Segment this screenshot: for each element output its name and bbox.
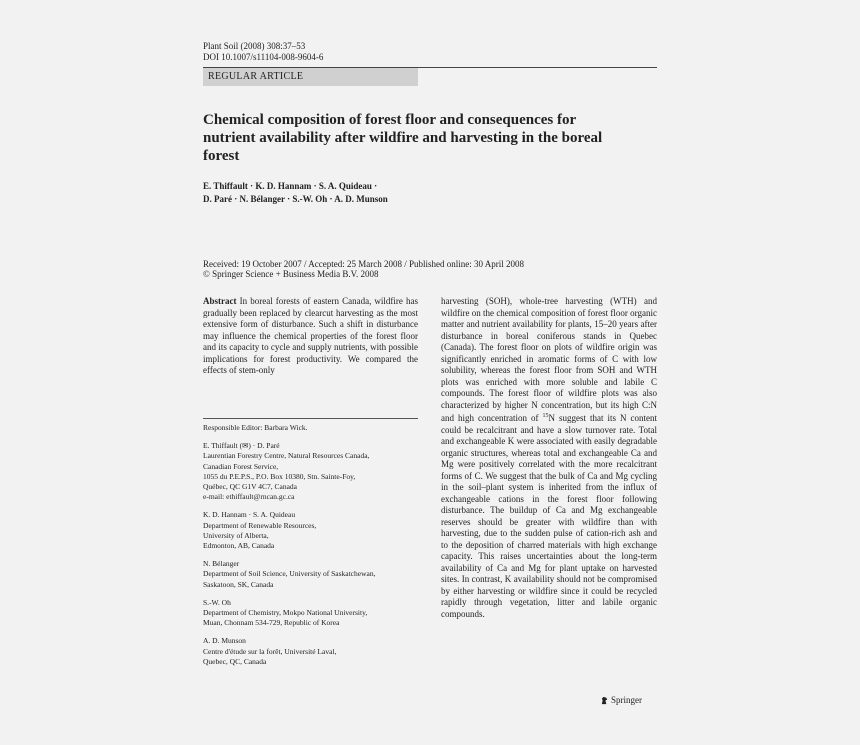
abstract-left-column	[203, 296, 418, 377]
date-history: Received: 19 October 2007 / Accepted: 25 March 2008 / Published online: 30 April 2008	[203, 259, 524, 269]
affiliation-line: Canadian Forest Service,	[203, 461, 279, 471]
affiliation-line: e-mail: ethiffault@rncan.gc.ca	[203, 492, 295, 502]
affiliation-entry	[203, 636, 418, 667]
abstract-right-column	[441, 296, 657, 620]
author-line-1: E. Thiffault · K. D. Hannam · S. A. Quideau ·	[203, 181, 378, 191]
article-title: Chemical composition of forest floor and consequences for nutrient availability after wildfire and harvesting in the boreal forest	[203, 112, 603, 164]
isotope-superscript: 15	[542, 413, 549, 419]
author-line-2: D. Paré · N. Bélanger · S.-W. Oh · A. D. Munson	[203, 194, 388, 204]
abstract-text-right-1: harvesting (SOH), whole-tree harvesting (WTH) and wildfire on the chemical composition of forest floor organic matter and nutrient availability for plants, 15–20 years after disturbance in boreal coniferous stands in Quebec (Canada). The forest floor on plots of wildfire origin was significantly enriched in aromatic forms of C with low solubility, whereas the forest floor from SOH and WTH plots was enriched with more soluble and labile C compounds. The forest floor of wildfire plots was also characterized by higher N concentration, but its high C:N and high concentration of	[441, 296, 657, 423]
affiliation-line: Department of Renewable Resources,	[203, 520, 317, 530]
copyright-notice: © Springer Science + Business Media B.V. 2008	[203, 269, 379, 279]
affiliation-line: Edmonton, AB, Canada	[203, 541, 275, 551]
affiliation-line: University of Alberta,	[203, 530, 269, 540]
affiliation-authors: K. D. Hannam · S. A. Quideau	[203, 510, 296, 520]
article-type-label: REGULAR ARTICLE	[208, 71, 304, 82]
affiliation-authors: S.-W. Oh	[203, 597, 231, 607]
affiliation-line: Saskatoon, SK, Canada	[203, 579, 274, 589]
publisher-name: Springer	[611, 695, 642, 705]
affiliation-authors: N. Bélanger	[203, 559, 240, 569]
author-list	[203, 180, 388, 206]
publication-history	[203, 259, 524, 279]
affiliation-line: 1055 du P.E.P.S., P.O. Box 10380, Stn. Sainte-Foy,	[203, 471, 356, 481]
footnote-rule	[203, 418, 418, 419]
affiliation-entry	[203, 510, 418, 551]
journal-header	[203, 41, 323, 63]
affiliation-line: Québec, QC G1V 4C7, Canada	[203, 482, 298, 492]
abstract-text-left: In boreal forests of eastern Canada, wildfire has gradually been replaced by clearcut harvesting as the most extensive form of disturbance. Such a shift in disturbance may influence the chemical properties of the forest floor and its capacity to cycle and supply nutrients, with possible implications for forest productivity. We compared the effects of stem-only	[203, 296, 419, 375]
affiliation-line: Quebec, QC, Canada	[203, 656, 267, 666]
affiliation-entry	[203, 598, 418, 629]
affiliation-line: Laurentian Forestry Centre, Natural Resources Canada,	[203, 451, 370, 461]
affiliation-list	[203, 441, 418, 667]
journal-doi: DOI 10.1007/s11104-008-9604-6	[203, 52, 324, 62]
affiliation-line: Centre d'étude sur la forêt, Université Laval,	[203, 646, 337, 656]
affiliation-authors: A. D. Munson	[203, 636, 246, 646]
abstract-text-right-2: N suggest that its N content could be recalcitrant and have a slow turnover rate. Total and exchangeable K were associated with easily degradable organic structures, whereas total and exchangeable Ca and Mg were positively correlated with the more recalcitrant forms of C. We suggest that the bulk of Ca and Mg cycling in the soil–plant system is inherited from the influx of exchangeable cations in the forest floor following disturbance. The buildup of Ca and Mg exchangeable reserves should be greater with wildfire than with harvesting, due to the sudden pulse of cation-rich ash and to the deposition of charred materials with high exchange capacity. This raises uncertainties about the long-term availability of Ca and Mg for plant uptake on harvested sites. In contrast, K availability should not be compromised by either harvesting or wildfire since it could be recycled rapidly through vegetation, litter and labile organic compounds.	[441, 413, 657, 619]
responsible-editor: Responsible Editor: Barbara Wick.	[203, 423, 308, 432]
journal-citation: Plant Soil (2008) 308:37–53	[203, 41, 306, 51]
publisher-mark	[600, 695, 642, 705]
affiliation-entry	[203, 441, 418, 502]
footnote-block	[203, 423, 418, 675]
affiliation-authors: E. Thiffault (✉) · D. Paré	[203, 441, 280, 451]
affiliation-line: Muan, Chonnam 534-729, Republic of Korea	[203, 618, 340, 628]
springer-horse-icon	[600, 696, 609, 705]
affiliation-line: Department of Chemistry, Mokpo National University,	[203, 608, 368, 618]
abstract-label: Abstract	[203, 296, 237, 306]
affiliation-line: Department of Soil Science, University of Saskatchewan,	[203, 569, 376, 579]
affiliation-entry	[203, 559, 418, 590]
